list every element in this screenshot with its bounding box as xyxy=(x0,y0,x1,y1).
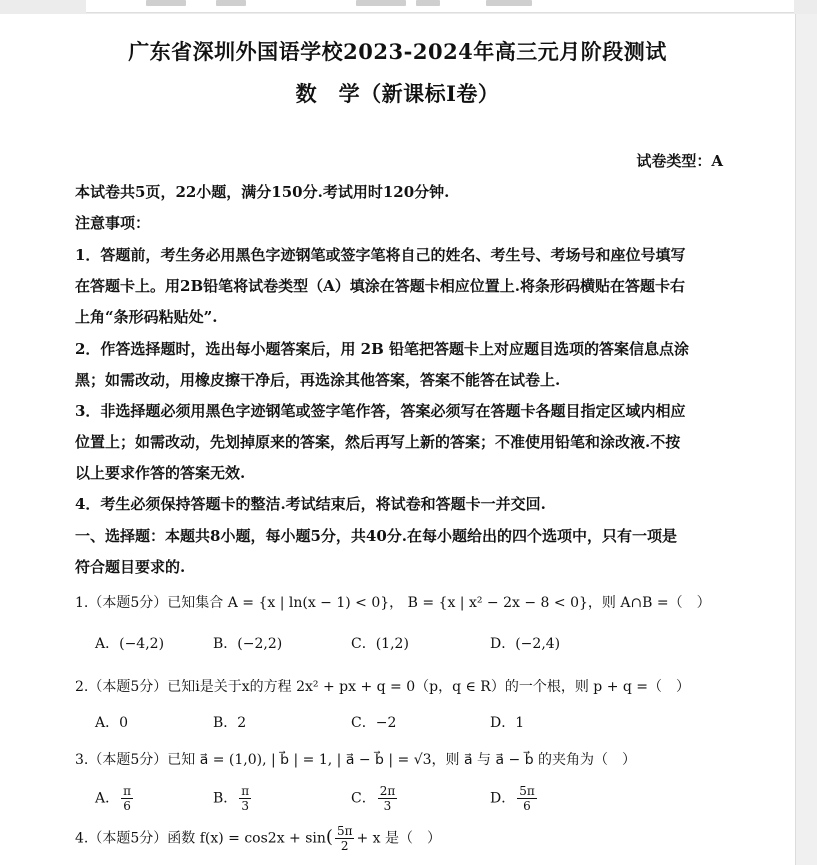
option-label: D． xyxy=(490,790,516,807)
q1-option-d: D．(−2,4) xyxy=(490,636,561,652)
q3-option-a xyxy=(95,784,135,813)
q3-option-c xyxy=(351,784,399,813)
fraction xyxy=(335,824,355,853)
intro-text: 本试卷共5页，22小题，满分150分.考试用时120分钟. xyxy=(75,183,450,201)
toolbar-button[interactable] xyxy=(146,0,186,6)
fraction-numerator: 2π xyxy=(379,784,396,798)
fraction-numerator: 5π xyxy=(519,784,535,798)
toolbar-strip xyxy=(86,0,794,13)
exam-subtitle: 数 学（新课标I卷） xyxy=(295,81,500,106)
toolbar-button[interactable] xyxy=(416,0,440,6)
fraction xyxy=(517,784,537,813)
q2-option-d: D．1 xyxy=(490,715,525,731)
toolbar-button[interactable] xyxy=(356,0,406,6)
q1-option-b: B．(−2,2) xyxy=(213,636,283,652)
q3-option-b xyxy=(213,784,253,813)
fraction-numerator: π xyxy=(241,784,250,798)
fraction xyxy=(121,784,133,813)
question-3-stem: 3.（本题5分）已知 a⃗ = (1,0), | b⃗ | = 1, | a⃗ − b⃗ | = √3，则 a⃗ 与 a⃗ − b⃗ 的夹角为（ ） xyxy=(75,752,637,768)
fraction-numerator: π xyxy=(123,784,132,798)
q2-option-b: B．2 xyxy=(213,715,247,731)
notice-line: 3．非选择题必须用黑色字迹钢笔或签字笔作答，答案必须写在答题卡各题目指定区域内相应 xyxy=(75,402,686,420)
notice-line: 位置上；如需改动，先划掉原来的答案，然后再写上新的答案；不准使用铅笔和涂改液.不按 xyxy=(75,433,681,451)
option-label: C． xyxy=(351,790,376,807)
notice-heading: 注意事项： xyxy=(75,214,151,232)
q3-option-d xyxy=(490,784,539,813)
fraction xyxy=(378,784,398,813)
question-4-stem xyxy=(75,824,441,853)
fraction-denominator: 3 xyxy=(383,799,392,813)
fraction-denominator: 3 xyxy=(241,799,250,813)
exam-title: 广东省深圳外国语学校2023-2024年高三元月阶段测试 xyxy=(128,39,667,64)
fraction-denominator: 2 xyxy=(340,839,349,853)
fraction-numerator: 5π xyxy=(336,824,353,838)
paper-type: 试卷类型：A xyxy=(636,152,723,170)
section-heading: 符合题目要求的. xyxy=(75,558,186,576)
notice-line: 黑；如需改动，用橡皮擦干净后，再选涂其他答案，答案不能答在试卷上. xyxy=(75,371,561,389)
q1-option-a: A．(−4,2) xyxy=(95,636,165,652)
vertical-scrollbar[interactable] xyxy=(796,14,817,865)
q4-stem-part-b: + x 是（ ） xyxy=(356,830,442,847)
question-2-stem: 2.（本题5分）已知i是关于x的方程 2x² + px + q = 0（p，q ∈ R）的一个根，则 p + q =（ ） xyxy=(75,679,691,695)
question-1-stem: 1.（本题5分）已知集合 A = {x | ln(x − 1) < 0}， B = {x | x² − 2x − 8 < 0}，则 A∩B =（ ） xyxy=(75,595,711,611)
q2-option-c: C．−2 xyxy=(351,715,397,731)
notice-line: 上角“条形码粘贴处”. xyxy=(75,308,218,326)
section-heading: 一、选择题：本题共8小题，每小题5分，共40分.在每小题给出的四个选项中，只有一项是 xyxy=(75,527,677,545)
notice-line: 2．作答选择题时，选出每小题答案后，用 2B 铅笔把答题卡上对应题目选项的答案信息点涂 xyxy=(75,340,690,358)
notice-line: 以上要求作答的答案无效. xyxy=(75,464,246,482)
viewer-toolbar xyxy=(0,0,817,14)
fraction-denominator: 6 xyxy=(523,799,531,813)
notice-line: 4．考生必须保持答题卡的整洁.考试结束后，将试卷和答题卡一并交回. xyxy=(75,495,546,513)
notice-line: 1．答题前，考生务必用黑色字迹钢笔或签字笔将自己的姓名、考生号、考场号和座位号填写 xyxy=(75,246,686,264)
q4-stem-part-a: 4.（本题5分）函数 f(x) = cos2x + sin xyxy=(75,830,326,847)
option-label: B． xyxy=(213,790,238,807)
fraction-denominator: 6 xyxy=(123,799,131,813)
fraction xyxy=(239,784,251,813)
open-paren: ( xyxy=(325,826,333,848)
q1-option-c: C．(1,2) xyxy=(351,636,409,652)
option-label: A． xyxy=(95,790,120,807)
toolbar-button[interactable] xyxy=(486,0,532,6)
document-page xyxy=(0,14,796,865)
q2-option-a: A．0 xyxy=(95,715,129,731)
toolbar-button[interactable] xyxy=(216,0,246,6)
notice-line: 在答题卡上。用2B铅笔将试卷类型（A）填涂在答题卡相应位置上.将条形码横贴在答题卡右 xyxy=(75,277,685,295)
